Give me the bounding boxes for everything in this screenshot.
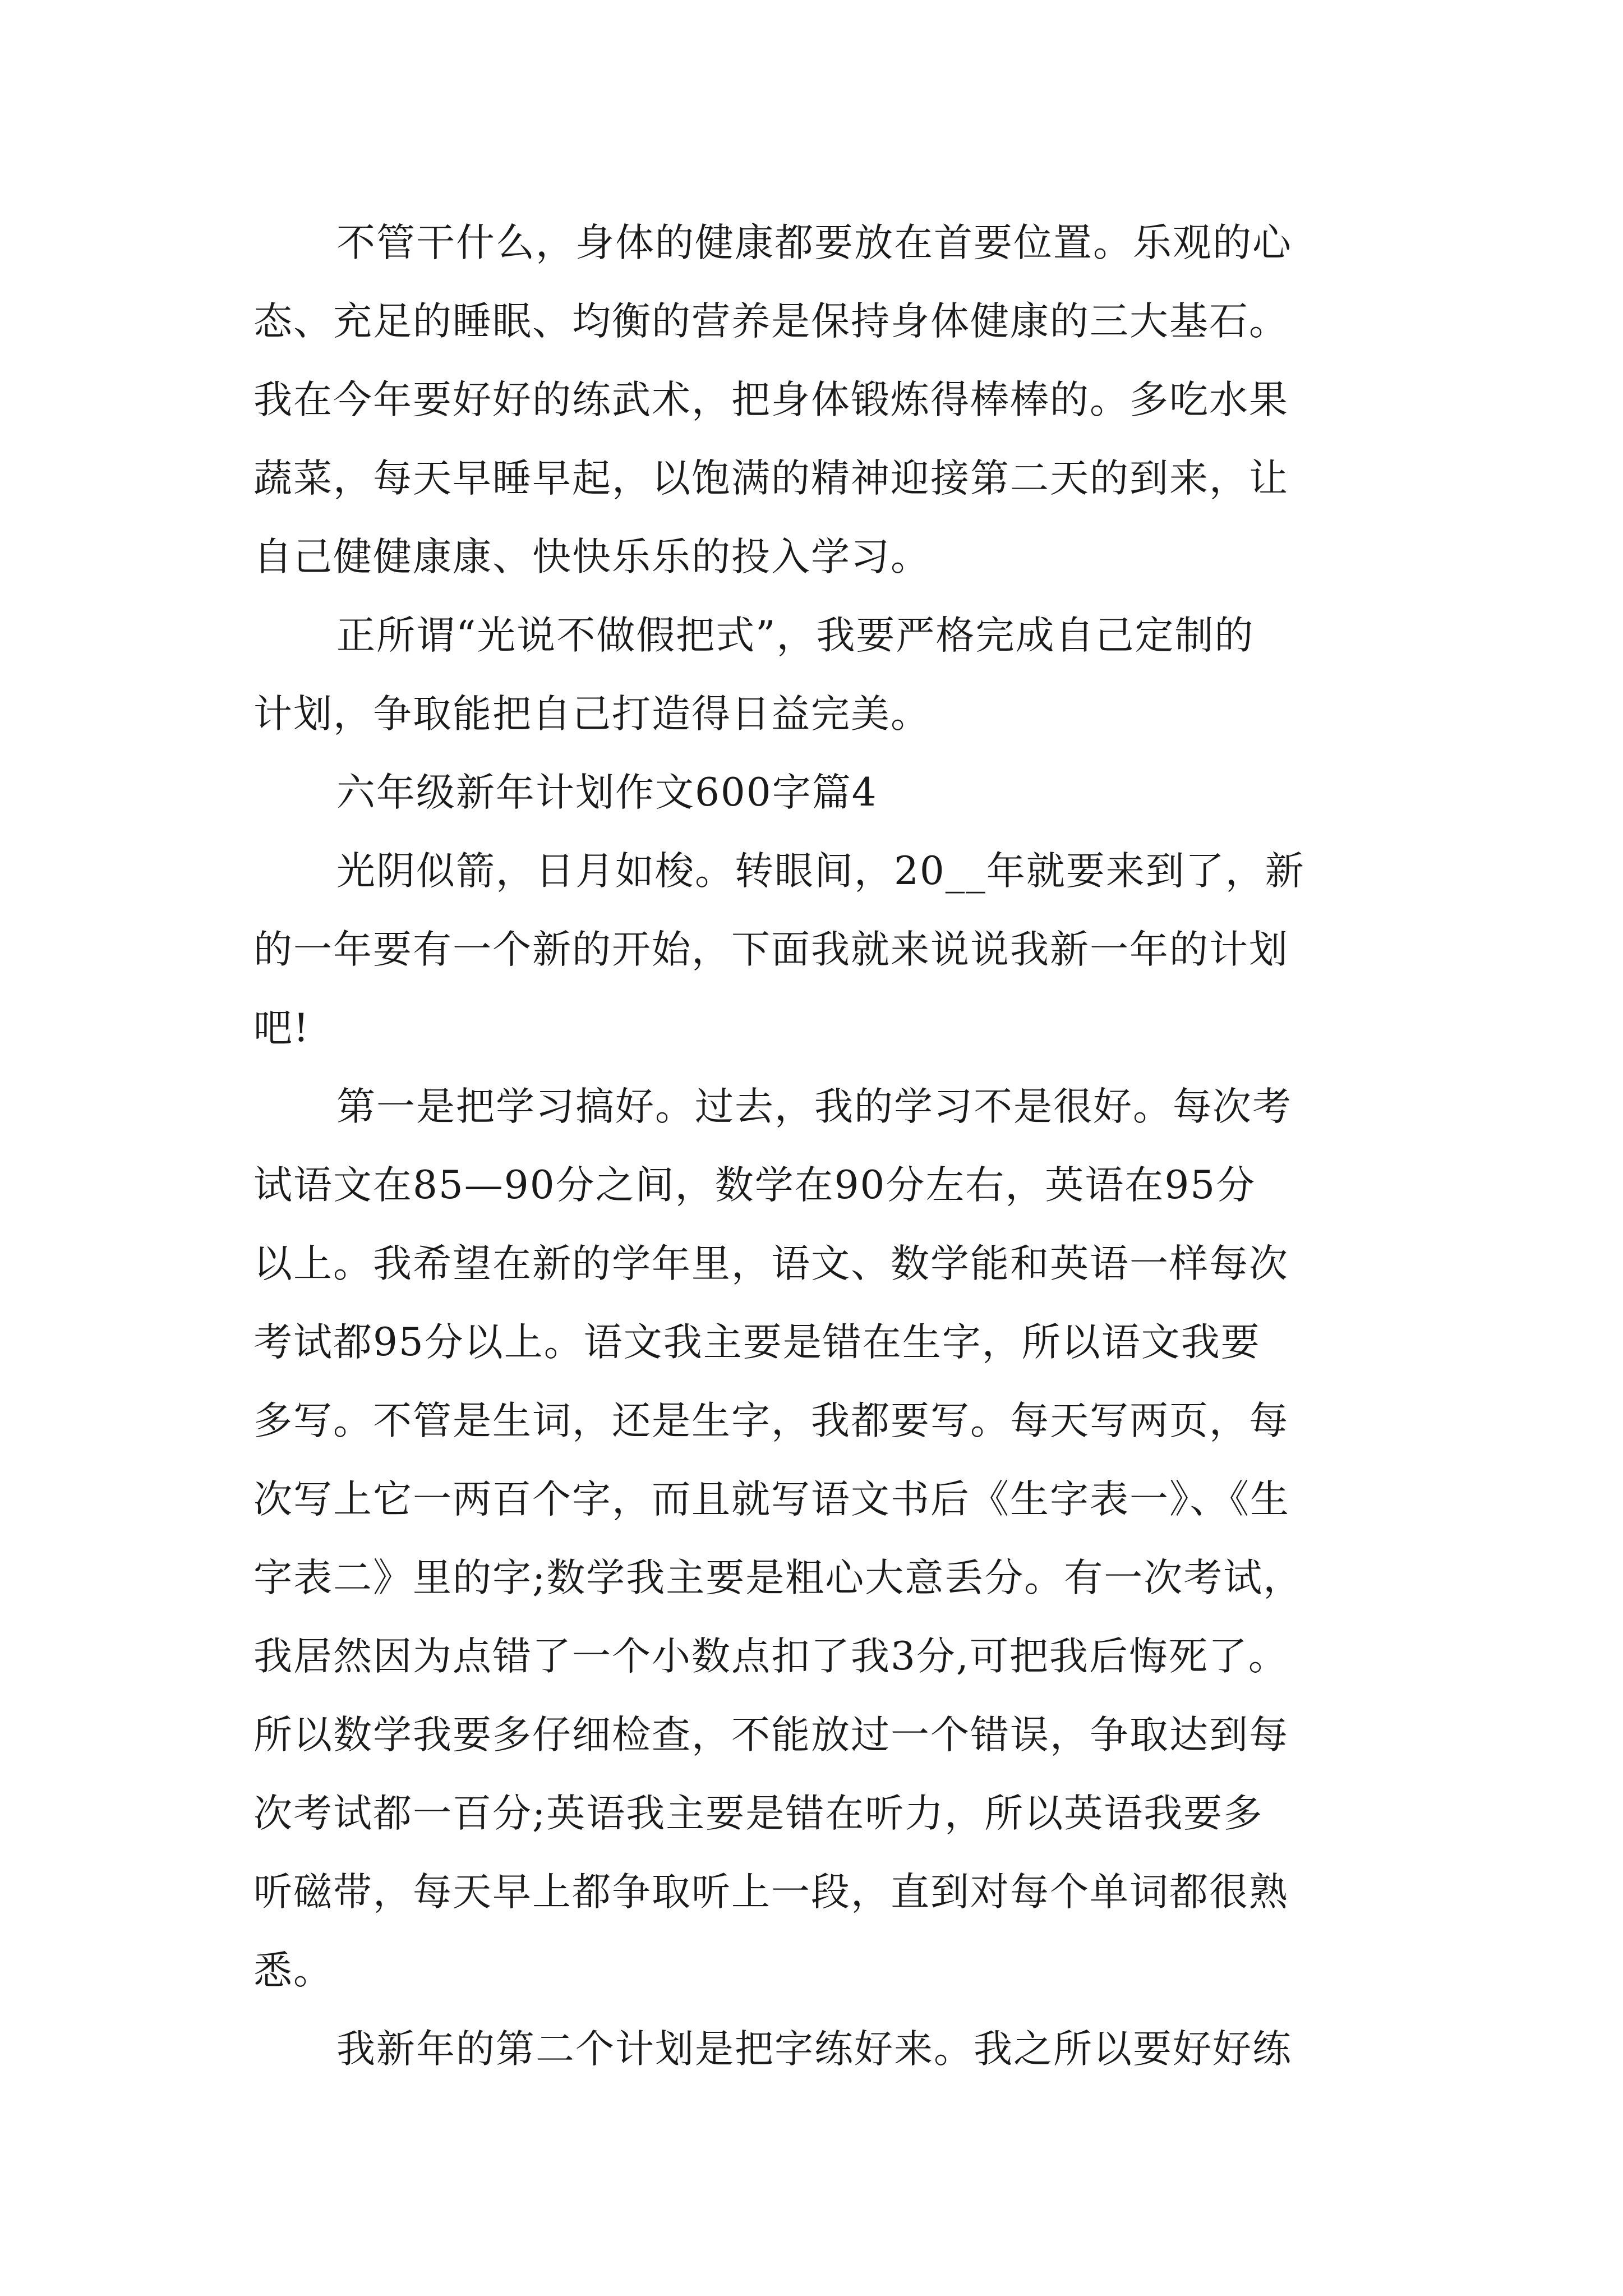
- paragraph-line: 我新年的第二个计划是把字练好来。我之所以要好好练: [336, 2027, 1292, 2072]
- paragraph-line: 的一年要有一个新的开始，下面我就来说说我新一年的计划: [253, 927, 1289, 972]
- paragraph-line: 次写上它一两百个字，而且就写语文书后《生字表一》、《生: [253, 1477, 1290, 1522]
- paragraph-line: 悉。: [253, 1948, 333, 1993]
- paragraph-line: 我居然因为点错了一个小数点扣了我3分,可把我后悔死了。: [253, 1634, 1288, 1679]
- paragraph-line: 计划，争取能把自己打造得日益完美。: [253, 692, 930, 737]
- paragraph-line: 考试都95分以上。语文我主要是错在生字，所以语文我要: [253, 1320, 1261, 1365]
- paragraph-line: 蔬菜，每天早睡早起，以饱满的精神迎接第二天的到来，让: [253, 456, 1289, 501]
- paragraph-line: 态、充足的睡眠、均衡的营养是保持身体健康的三大基石。: [253, 299, 1289, 344]
- section-heading: 六年级新年计划作文600字篇4: [336, 770, 878, 815]
- paragraph-line: 不管干什么，身体的健康都要放在首要位置。乐观的心: [336, 220, 1292, 265]
- paragraph-line: 第一是把学习搞好。过去，我的学习不是很好。每次考: [336, 1084, 1292, 1129]
- paragraph-line: 我在今年要好好的练武术，把身体锻炼得棒棒的。多吃水果: [253, 378, 1289, 422]
- paragraph-line: 多写。不管是生词，还是生字，我都要写。每天写两页，每: [253, 1398, 1289, 1443]
- paragraph-line: 试语文在85—90分之间，数学在90分左右，英语在95分: [253, 1163, 1256, 1208]
- paragraph-line: 正所谓“光说不做假把式”，我要严格完成自己定制的: [336, 613, 1255, 658]
- paragraph-line: 以上。我希望在新的学年里，语文、数学能和英语一样每次: [253, 1241, 1289, 1286]
- paragraph-line: 字表二》里的字;数学我主要是粗心大意丢分。有一次考试，: [253, 1556, 1303, 1600]
- paragraph-line: 光阴似箭，日月如梭。转眼间，20__年就要来到了，新: [336, 849, 1305, 894]
- paragraph-line: 次考试都一百分;英语我主要是错在听力，所以英语我要多: [253, 1791, 1264, 1836]
- paragraph-line: 所以数学我要多仔细检查，不能放过一个错误，争取达到每: [253, 1713, 1289, 1757]
- paragraph-line: 自己健健康康、快快乐乐的投入学习。: [253, 535, 930, 579]
- paragraph-line: 听磁带，每天早上都争取听上一段，直到对每个单词都很熟: [253, 1870, 1289, 1915]
- paragraph-line: 吧!: [253, 1006, 310, 1051]
